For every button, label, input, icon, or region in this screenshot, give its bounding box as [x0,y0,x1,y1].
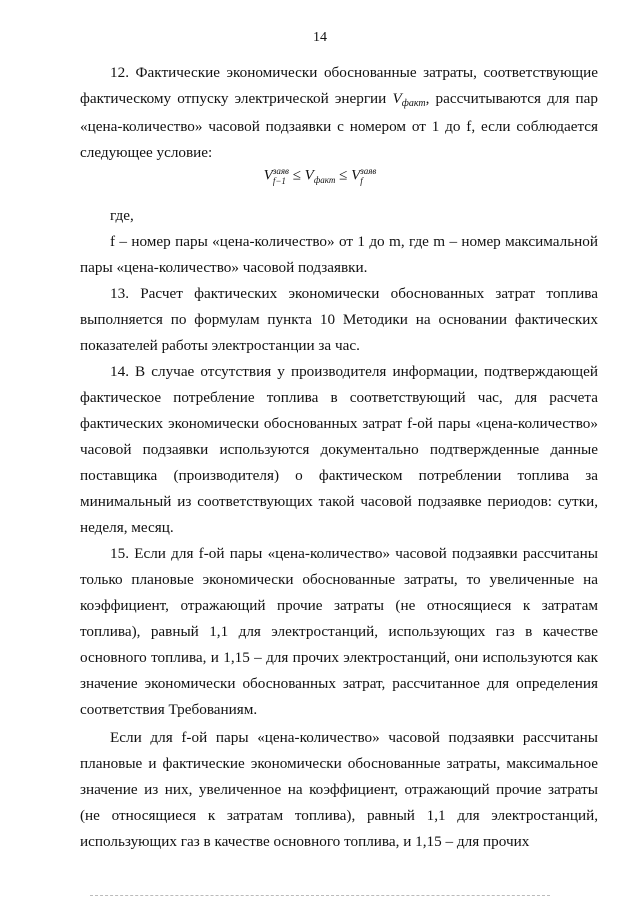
formula-leq-2: ≤ [339,167,348,184]
v-symbol: V [392,90,402,107]
formula-v-left: V [263,167,273,184]
where-label: где, [110,207,134,224]
page-bottom-edge [90,895,550,896]
v-fact-symbol [392,90,425,107]
paragraph-12-text-b: , рассчитываются для пар «цена-количество» часовой подзаявки с номером от 1 до f, если соблюдается следующее условие: [80,90,599,161]
formula-left-indices [273,166,289,186]
f-definition: f – номер пары «цена-количество» от 1 до m, где m – номер максимальной пары «цена-количество» часовой подзаявки. [80,233,598,276]
formula-v-right: V [351,167,361,184]
paragraph-13: 13. Расчет фактических экономически обоснованных затрат топлива выполняется по формулам пункта 10 Методики на основании фактических показателей работы электростанции за час. [80,285,598,354]
formula-right-sup: заяв [360,166,377,176]
paragraph-14: 14. В случае отсутствия у производителя информации, подтверждающей фактическое потребление топлива в соответствующий час, для расчета фактических экономически обоснованных затрат f-ой пары «цена-количество» часовой подзаявки используются документально подтвержденные данные поставщика (производителя) о фактическом потреблении топлива за минимальный из соответствующих такой часовой подзаявке периодов: сутки, неделя, месяц. [80,363,598,536]
inequality-formula [0,166,640,186]
formula-right-sub: f [360,176,363,186]
formula-right-indices [360,166,376,186]
paragraph-15: 15. Если для f-ой пары «цена-количество» часовой подзаявки рассчитаны только плановые экономически обоснованные затраты, то увеличенные на коэффициент, отражающий прочие затраты (не относящиеся к затратам топлива), равный 1,1 для электростанций, использующих газ в качестве основного топлива, и 1,15 – для прочих электростанций, они используются как значение экономически обоснованных затрат, рассчитанное для определения соответствия Требованиям. [80,545,598,718]
formula-left-sup: заяв [272,166,289,176]
paragraph-12-text-a: 12. Фактические экономически обоснованные затраты, соответствующие фактическому отпуску электрической энергии [80,64,598,107]
formula-left-sub: f−1 [272,176,286,186]
v-fact-subscript: факт [401,98,426,109]
formula-mid-sub: факт [313,175,336,186]
paragraph-16: Если для f-ой пары «цена-количество» часовой подзаявки рассчитаны плановые и фактические экономически обоснованные затраты, максимальное значение из них, увеличенное на коэффициент, отражающий прочие затраты (не относящиеся к затратам топлива), равный 1,1 для электростанций, использующих газ в качестве основного топлива, и 1,15 – для прочих [80,729,598,850]
formula-v-mid: V [304,167,314,184]
formula-leq-1: ≤ [292,167,301,184]
paragraph-12 [80,60,598,166]
page-number: 14 [313,30,327,45]
